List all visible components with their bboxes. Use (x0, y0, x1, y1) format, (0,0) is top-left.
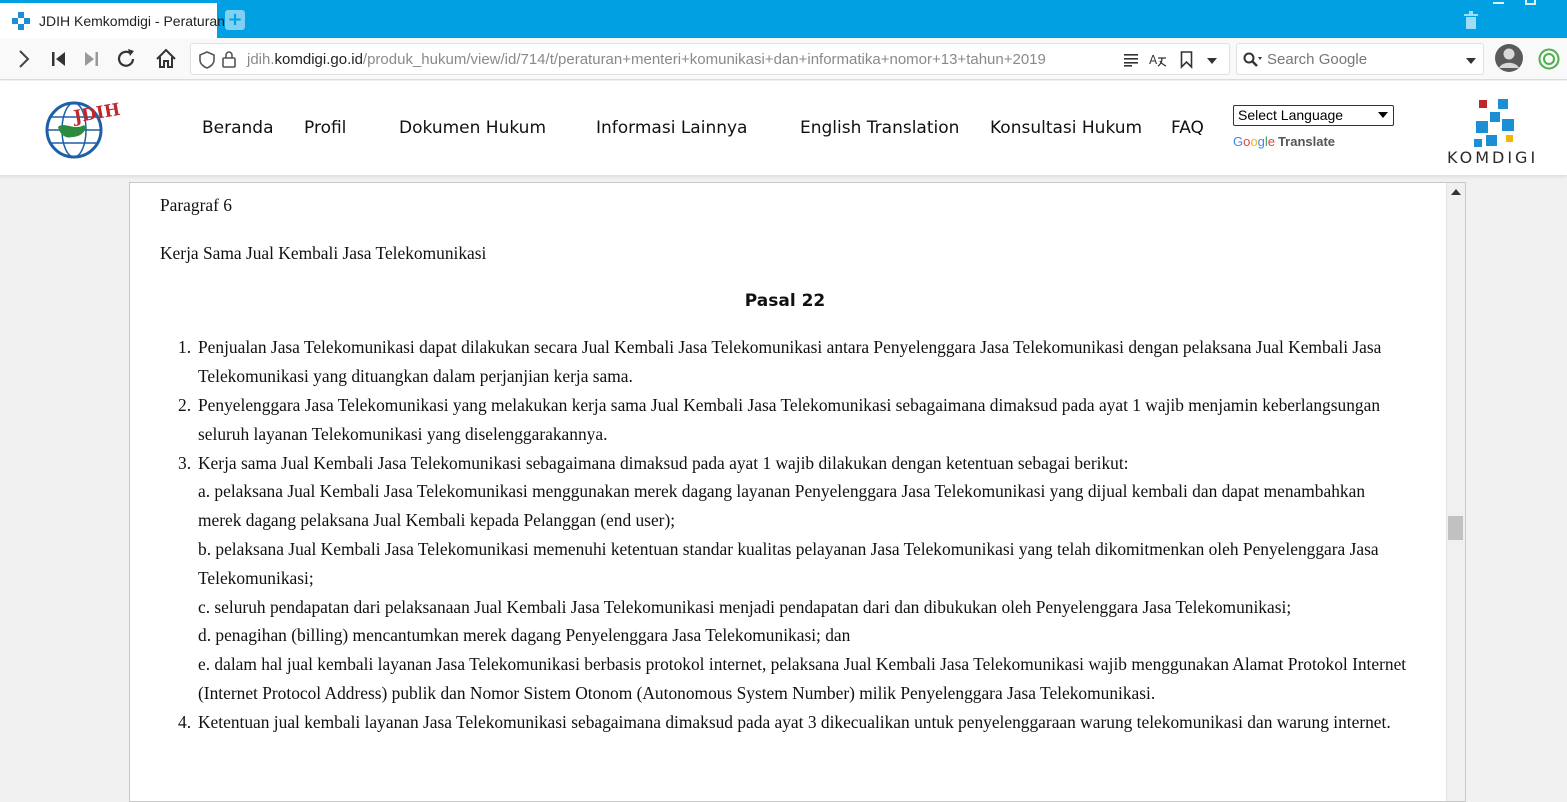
translate-icon[interactable] (1149, 52, 1167, 68)
shield-icon[interactable] (199, 51, 215, 69)
sub-item: e. dalam hal jual kembali layanan Jasa Telekomunikasi berbasis protokol internet, pelaksana Jual Kembali Jasa Telekomunikasi wajib menggunakan Alamat Protokol Internet (Internet Protocol Address) publik dan Nomor Sistem Otonom (Autonomous System Number) milik Penyelenggara Jasa Telekomunikasi. (198, 654, 1407, 703)
sub-item: b. pelaksana Jual Kembali Jasa Telekomunikasi memenuhi ketentuan standar kualitas pelayanan Jasa Telekomunikasi yang telah dikomitmenkan oleh Penyelenggara Jasa Telekomunikasi; (198, 538, 1379, 588)
maximize-icon[interactable] (1525, 0, 1536, 5)
list-item: 3. Kerja sama Jual Kembali Jasa Telekomunikasi sebagaimana dimaksud pada ayat 1 wajib dilakukan dengan ketentuan sebagai berikut: a. pelaksana Jual Kembali Jasa Telekomunikasi menggunakan merek dagang layanan Penyelenggara Jasa Telekomunikasi yang dijual kembali dan dapat menambahkan merek dagang pelaksana Jual Kembali kepada Pelanggan (end user); b. pelaksana Jual Kembali Jasa Telekomunikasi memenuhi ketentuan standar kualitas pelayanan Jasa Telekomunikasi yang telah dikomitmenkan oleh Penyelenggara Jasa Telekomunikasi; c. seluruh pendapatan dari pelaksanaan Jual Kembali Jasa Telekomunikasi menjadi pendapatan dari dan dibukukan oleh Penyelenggara Jasa Telekomunikasi; d. penagihan (billing) mencantumkan merek dagang Penyelenggara Jasa Telekomunikasi; dan e. dalam hal jual kembali layanan Jasa Telekomunikasi berbasis protokol internet, pelaksana Jual Kembali Jasa Telekomunikasi wajib menggunakan Alamat Protokol Internet (Internet Protocol Address) publik dan Nomor Sistem Otonom (Autonomous System Number) milik Penyelenggara Jasa Telekomunikasi. (198, 449, 1410, 708)
chevron-down-icon (1378, 112, 1388, 118)
address-bar[interactable] (190, 43, 1230, 75)
tab-title: JDIH Kemkomdigi - Peraturan (39, 12, 225, 29)
svg-text:JDIH: JDIH (72, 99, 122, 128)
list-item: 2. Penyelenggara Jasa Telekomunikasi yang melakukan kerja sama Jual Kembali Jasa Telekomunikasi sebagaimana dimaksud pada ayat 1 wajib menjamin keberlangsungan seluruh layanan Telekomunikasi yang diselenggarakannya. (178, 394, 1381, 444)
url-text[interactable]: jdih.komdigi.go.id/produk_hukum/view/id/714/t/peraturan+menteri+komunikasi+dan+informatika+nomor+13+tahun+2019 (247, 51, 1046, 68)
google-translate-attribution[interactable]: Google Translate (1233, 134, 1336, 149)
reader-view-icon[interactable] (1123, 53, 1139, 67)
menu-faq[interactable]: FAQ (1171, 118, 1204, 138)
komdigi-wordmark: KOMDIGI (1447, 148, 1539, 167)
minimize-icon[interactable] (1493, 2, 1504, 4)
search-icon (1243, 52, 1263, 68)
document-content (160, 191, 1410, 737)
paragraf-label: Paragraf 6 (160, 195, 232, 215)
search-placeholder: Search Google (1267, 51, 1368, 68)
scroll-up-arrow-icon[interactable] (1451, 189, 1461, 195)
reload-icon[interactable] (114, 47, 138, 71)
sub-item: d. penagihan (billing) mencantumkan merek dagang Penyelenggara Jasa Telekomunikasi; dan (198, 625, 851, 646)
menu-dokumen-hukum[interactable]: Dokumen Hukum (399, 118, 546, 138)
document-viewer[interactable] (129, 182, 1466, 802)
browser-toolbar (0, 38, 1567, 80)
site-header (0, 81, 1567, 175)
language-select-value: Select Language (1238, 107, 1344, 123)
menu-konsultasi-hukum[interactable]: Konsultasi Hukum (990, 118, 1143, 138)
trash-icon[interactable] (1463, 11, 1479, 30)
sub-item: a. pelaksana Jual Kembali Jasa Telekomunikasi menggunakan merek dagang layanan Penyelenggara Jasa Telekomunikasi yang dijual kembali dan dapat menambahkan merek dagang pelaksana Jual Kembali kepada Pelanggan (end user); (198, 481, 1366, 531)
pasal-title: Pasal 22 (744, 290, 826, 311)
language-select[interactable] (1233, 105, 1394, 126)
forward-arrow-icon[interactable] (12, 47, 36, 71)
new-tab-button[interactable]: + (225, 10, 245, 30)
jdih-logo-icon[interactable] (44, 97, 122, 159)
bookmark-icon[interactable] (1180, 51, 1193, 68)
menu-informasi-lainnya[interactable]: Informasi Lainnya (596, 118, 748, 138)
search-engine-dropdown-icon[interactable] (1465, 57, 1477, 65)
skip-forward-icon[interactable] (79, 47, 103, 71)
menu-beranda[interactable]: Beranda (202, 118, 274, 138)
browser-tab[interactable] (0, 3, 225, 38)
scrollbar[interactable] (1446, 183, 1465, 801)
ayat-list (160, 333, 1410, 736)
menu-profil[interactable]: Profil (304, 118, 347, 138)
browser-tab-bar (0, 0, 1567, 38)
sub-item: c. seluruh pendapatan dari pelaksanaan Jual Kembali Jasa Telekomunikasi menjadi pendapatan dari dan dibukukan oleh Penyelenggara Jasa Telekomunikasi; (198, 596, 1292, 617)
scrollbar-thumb[interactable] (1448, 516, 1463, 540)
lock-icon[interactable] (222, 51, 236, 68)
search-input[interactable] (1236, 43, 1484, 75)
list-item: 4. Ketentuan jual kembali layanan Jasa Telekomunikasi sebagaimana dimaksud pada ayat 3 dikecualikan untuk penyelenggaraan warung telekomunikasi dan warung internet. (178, 711, 1391, 732)
list-item: 1. Penjualan Jasa Telekomunikasi dapat dilakukan secara Jual Kembali Jasa Telekomunikasi antara Penyelenggara Jasa Telekomunikasi dengan pelaksana Jual Kembali Jasa Telekomunikasi yang dituangkan dalam perjanjian kerja sama. (178, 337, 1382, 387)
komdigi-favicon-icon (12, 12, 30, 30)
skip-back-icon[interactable] (47, 47, 71, 71)
profile-avatar-icon[interactable] (1494, 43, 1524, 73)
paragraf-heading: Kerja Sama Jual Kembali Jasa Telekomunikasi (160, 242, 487, 263)
chevron-down-icon[interactable] (1206, 57, 1218, 65)
extension-icon[interactable] (1538, 48, 1560, 70)
svg-text:A: A (1149, 53, 1158, 67)
menu-english-translation[interactable]: English Translation (800, 118, 960, 138)
home-icon[interactable] (154, 47, 178, 71)
